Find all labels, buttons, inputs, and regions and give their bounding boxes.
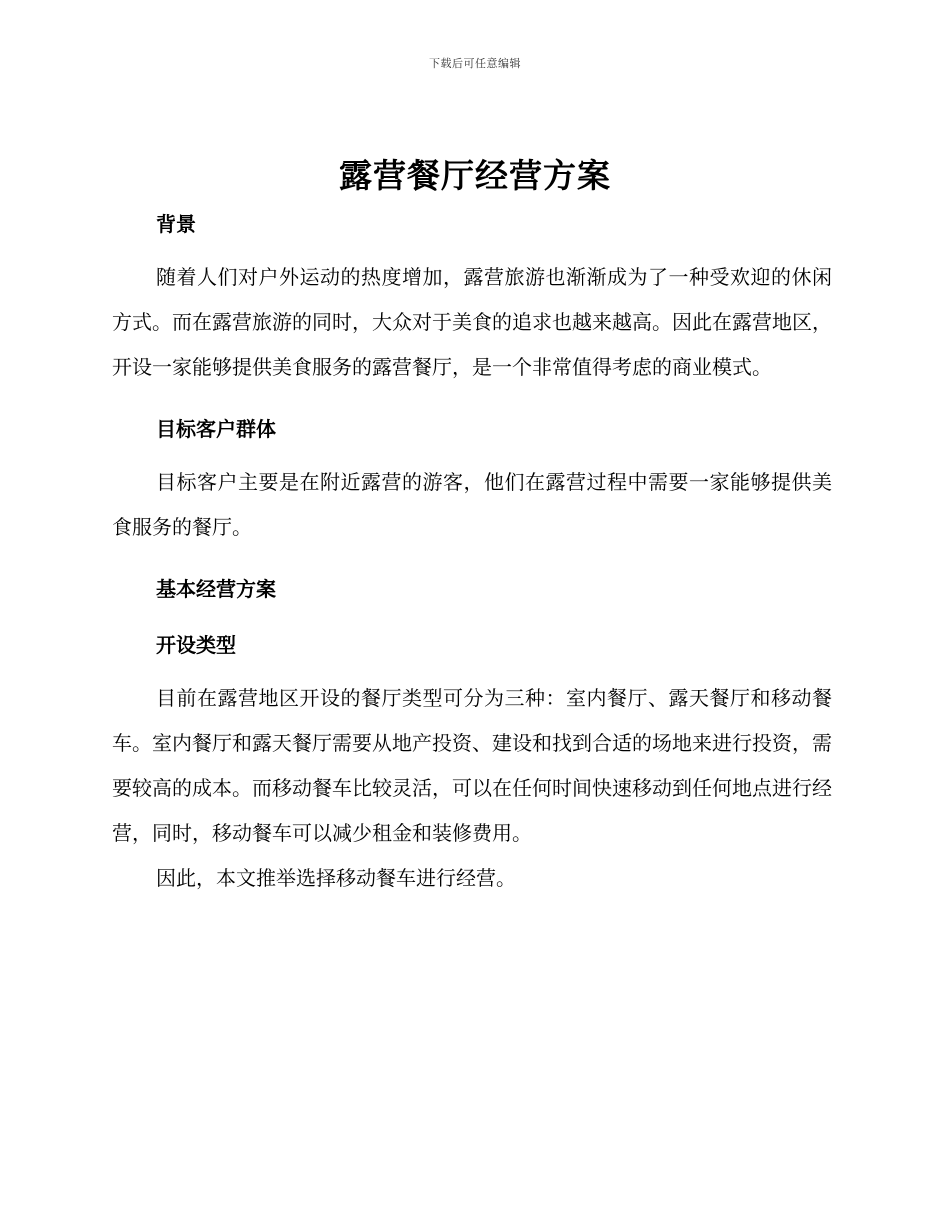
section-heading-opening-type: 开设类型 [156,633,236,657]
document-body [112,205,832,901]
paragraph-background: 随着人们对户外运动的热度增加，露营旅游也渐渐成为了一种受欢迎的休闲方式。而在露营旅游的同时，大众对于美食的追求也越来越高。因此在露营地区，开设一家能够提供美食服务的露营餐厅，是一个非常值得考虑的商业模式。 [112,265,832,379]
section-heading-target-customers: 目标客户群体 [156,417,276,441]
header-note: 下载后可任意编辑 [429,57,521,70]
document-title: 露营餐厅经营方案 [339,156,611,195]
section-heading-background: 背景 [156,212,196,236]
section-heading-basic-plan: 基本经营方案 [156,577,276,601]
paragraph-opening-type: 目前在露营地区开设的餐厅类型可分为三种：室内餐厅、露天餐厅和移动餐车。室内餐厅和露天餐厅需要从地产投资、建设和找到合适的场地来进行投资，需要较高的成本。而移动餐车比较灵活，可以在任何时间快速移动到任何地点进行经营，同时，移动餐车可以减少租金和装修费用。 [112,686,832,845]
paragraph-target-customers: 目标客户主要是在附近露营的游客，他们在露营过程中需要一家能够提供美食服务的餐厅。 [112,470,832,539]
paragraph-conclusion: 因此，本文推举选择移动餐车进行经营。 [156,866,516,890]
